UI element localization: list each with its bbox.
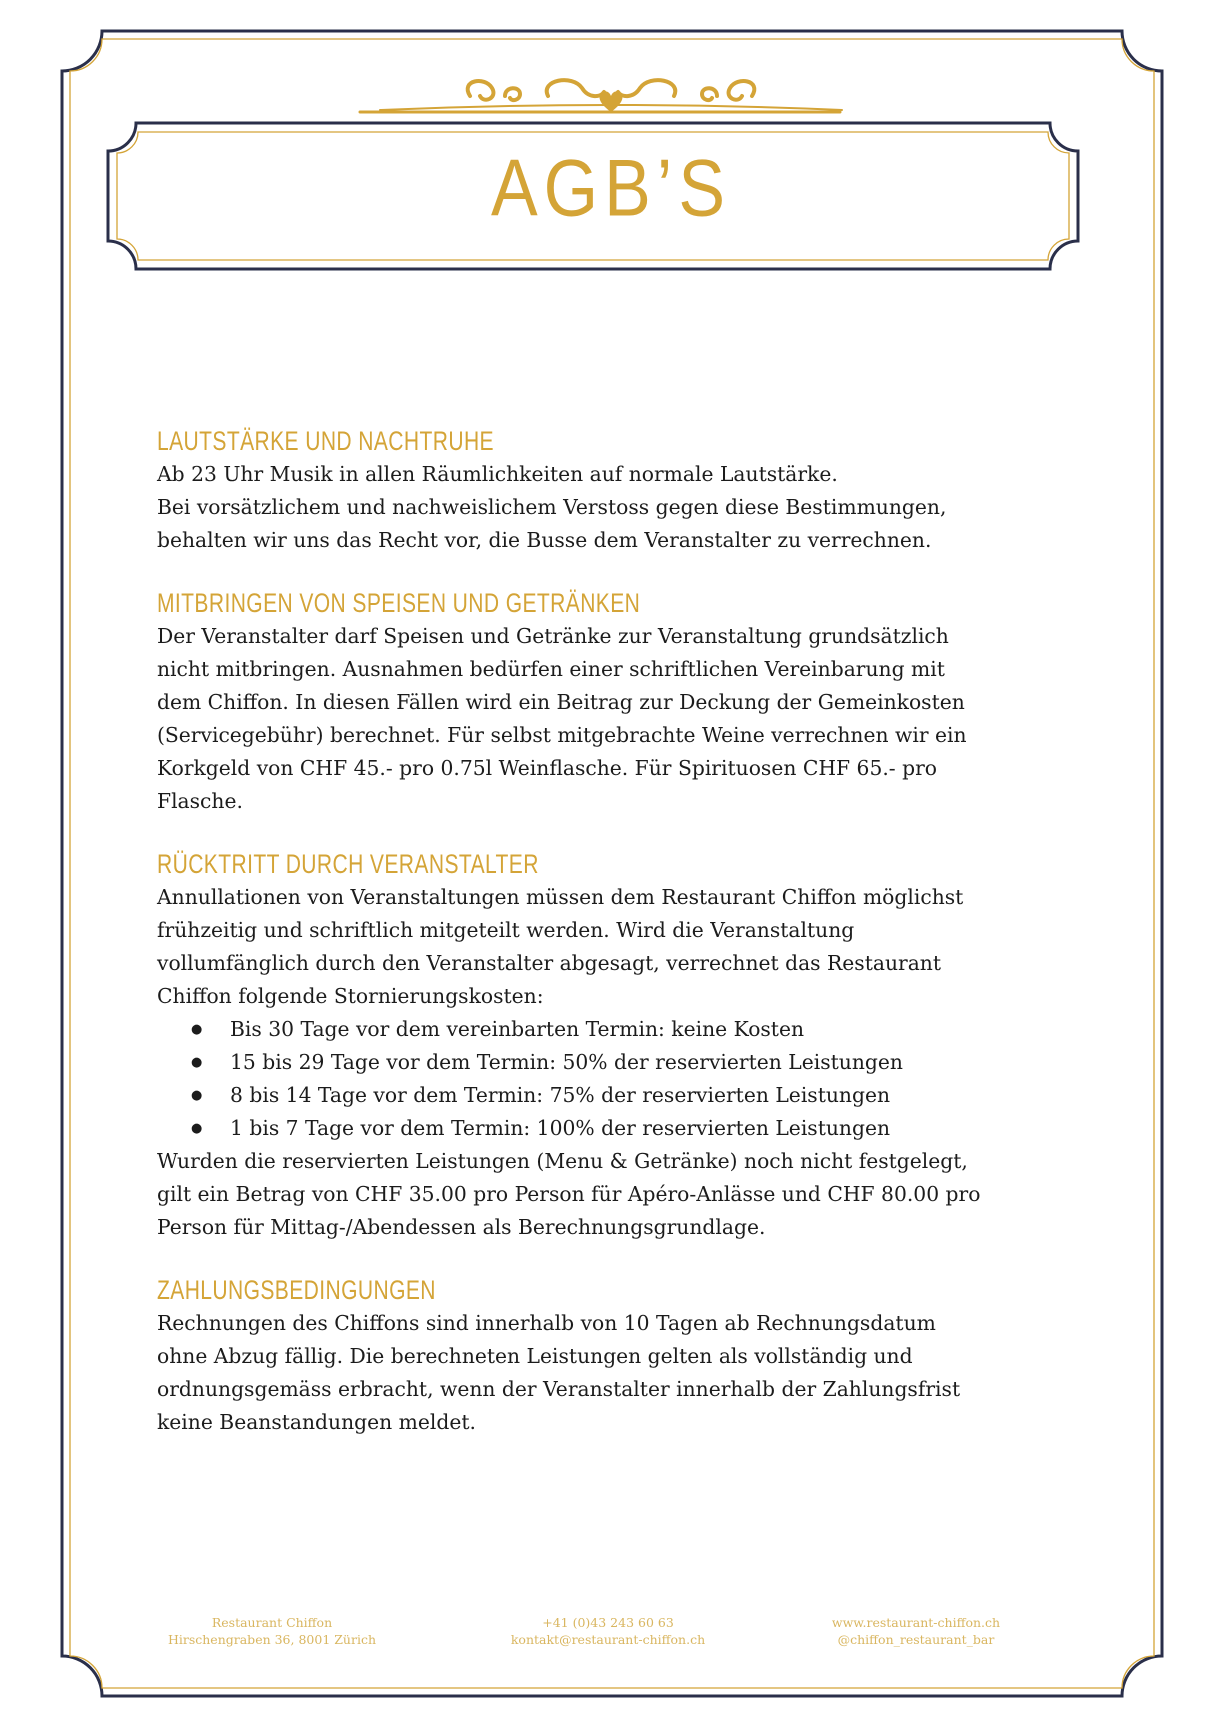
paragraph-line: Bei vorsätzlichem und nachweislichem Verstoss gegen diese Bestimmungen, bbox=[157, 495, 947, 519]
footer-website-link[interactable]: www.restaurant-chiffon.ch bbox=[831, 1615, 1001, 1630]
paragraph-line: Korkgeld von CHF 45.- pro 0.75l Weinflasche. Für Spirituosen CHF 65.- pro bbox=[157, 756, 937, 780]
paragraph-line: vollumfänglich durch den Veranstalter abgesagt, verrechnet das Restaurant bbox=[157, 951, 942, 975]
section-heading: LAUTSTÄRKE UND NACHTRUHE bbox=[157, 426, 494, 456]
paragraph-line: Person für Mittag-/Abendessen als Berechnungsgrundlage. bbox=[157, 1215, 766, 1239]
paragraph-line: Flasche. bbox=[157, 789, 243, 813]
section-lautstaerke bbox=[157, 424, 1077, 557]
paragraph-line: dem Chiffon. In diesen Fällen wird ein Beitrag zur Deckung der Gemeinkosten bbox=[157, 690, 965, 714]
cancellation-fee-list bbox=[157, 1013, 1077, 1145]
paragraph-line: (Servicegebühr) berechnet. Für selbst mitgebrachte Weine verrechnen wir ein bbox=[157, 723, 967, 747]
paragraph-line: keine Beanstandungen meldet. bbox=[157, 1410, 476, 1434]
paragraph-line: gilt ein Betrag von CHF 35.00 pro Person für Apéro-Anlässe und CHF 80.00 pro bbox=[157, 1182, 981, 1206]
paragraph-line: frühzeitig und schriftlich mitgeteilt werden. Wird die Veranstaltung bbox=[157, 918, 855, 942]
paragraph-line: Annullationen von Veranstaltungen müssen dem Restaurant Chiffon möglichst bbox=[157, 885, 964, 909]
footer-web-block bbox=[786, 1614, 1046, 1648]
list-item: ● 1 bis 7 Tage vor dem Termin: 100% der reservierten Leistungen bbox=[157, 1112, 1077, 1145]
section-heading: RÜCKTRITT DURCH VERANSTALTER bbox=[157, 849, 539, 879]
terms-content bbox=[157, 424, 1077, 1468]
list-item: ● Bis 30 Tage vor dem vereinbarten Termin: keine Kosten bbox=[157, 1013, 1077, 1046]
paragraph-line: Rechnungen des Chiffons sind innerhalb von 10 Tagen ab Rechnungsdatum bbox=[157, 1311, 936, 1335]
footer-phone[interactable]: +41 (0)43 243 60 63 bbox=[542, 1615, 674, 1630]
section-ruecktritt bbox=[157, 847, 1077, 1244]
list-item: ● 15 bis 29 Tage vor dem Termin: 50% der reservierten Leistungen bbox=[157, 1046, 1077, 1079]
paragraph-line: Ab 23 Uhr Musik in allen Räumlichkeiten auf normale Lautstärke. bbox=[157, 462, 838, 486]
paragraph-line: Chiffon folgende Stornierungskosten: bbox=[157, 984, 544, 1008]
section-mitbringen bbox=[157, 586, 1077, 818]
section-heading: ZAHLUNGSBEDINGUNGEN bbox=[157, 1275, 436, 1305]
ornament-heart-icon bbox=[600, 91, 623, 112]
footer-social-handle[interactable]: @chiffon_restaurant_bar bbox=[837, 1632, 995, 1647]
paragraph-line: Der Veranstalter darf Speisen und Getränke zur Veranstaltung grundsätzlich bbox=[157, 624, 949, 648]
footer-email-link[interactable]: kontakt@restaurant-chiffon.ch bbox=[510, 1632, 706, 1647]
footer-contact-block bbox=[478, 1614, 738, 1648]
paragraph-line: ordnungsgemäss erbracht, wenn der Veranstalter innerhalb der Zahlungsfrist bbox=[157, 1377, 961, 1401]
footer-restaurant-name: Restaurant Chiffon bbox=[211, 1615, 333, 1630]
section-heading: MITBRINGEN VON SPEISEN UND GETRÄNKEN bbox=[157, 588, 641, 618]
footer-address-block bbox=[142, 1614, 402, 1648]
list-item: ● 8 bis 14 Tage vor dem Termin: 75% der reservierten Leistungen bbox=[157, 1079, 1077, 1112]
paragraph-line: behalten wir uns das Recht vor, die Busse dem Veranstalter zu verrechnen. bbox=[157, 528, 932, 552]
section-zahlung bbox=[157, 1273, 1077, 1439]
paragraph-line: ohne Abzug fällig. Die berechneten Leistungen gelten als vollständig und bbox=[157, 1344, 913, 1368]
paragraph-line: Wurden die reservierten Leistungen (Menu & Getränke) noch nicht festgelegt, bbox=[157, 1149, 968, 1173]
paragraph-line: nicht mitbringen. Ausnahmen bedürfen einer schriftlichen Vereinbarung mit bbox=[157, 657, 945, 681]
page-title: AGB’S bbox=[490, 143, 732, 233]
footer-address: Hirschengraben 36, 8001 Zürich bbox=[167, 1632, 377, 1647]
